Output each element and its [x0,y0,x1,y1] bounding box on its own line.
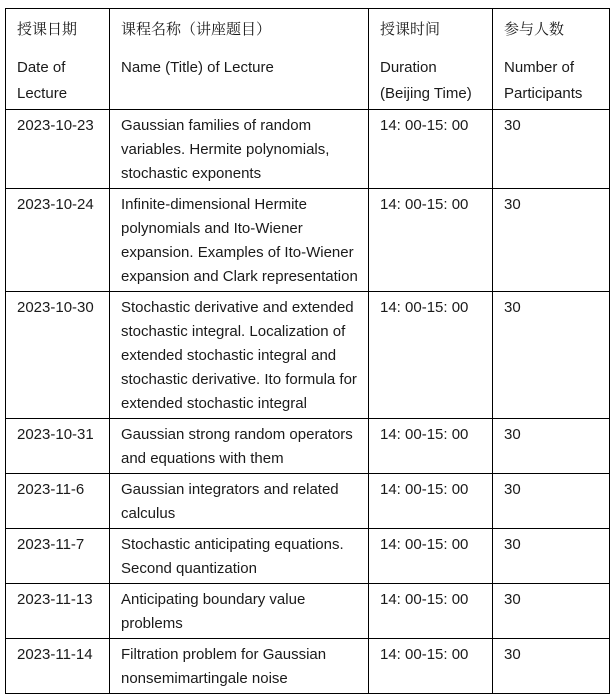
lecture-title: Gaussian integrators and related calculus [110,474,369,529]
lecture-participants: 30 [493,584,610,639]
table-row [6,292,610,419]
lecture-participants: 30 [493,474,610,529]
lecture-title: Stochastic derivative and extended stochastic integral. Localization of extended stochastic integral and stochastic derivative. Ito formula for extended stochastic integral [110,292,369,419]
lecture-time: 14: 00-15: 00 [369,529,493,584]
table-row [6,189,610,292]
lecture-date: 2023-10-31 [6,419,110,474]
header-participants [493,9,610,110]
lecture-time: 14: 00-15: 00 [369,474,493,529]
lecture-time: 14: 00-15: 00 [369,292,493,419]
lecture-title: Stochastic anticipating equations. Second quantization [110,529,369,584]
header-participants-en: Number of Participants [504,59,583,102]
lecture-date: 2023-11-14 [6,639,110,694]
lecture-date: 2023-11-6 [6,474,110,529]
header-name [110,9,369,110]
lecture-participants: 30 [493,189,610,292]
lecture-schedule-table [5,8,610,694]
lecture-title: Filtration problem for Gaussian nonsemimartingale noise [110,639,369,694]
header-date [6,9,110,110]
lecture-title: Infinite-dimensional Hermite polynomials and Ito-Wiener expansion. Examples of Ito-Wiener expansion and Clark representation [110,189,369,292]
lecture-title: Gaussian strong random operators and equations with them [110,419,369,474]
header-participants-zh: 参与人数 [504,21,565,38]
lecture-date: 2023-10-24 [6,189,110,292]
table-header-row [6,9,610,110]
lecture-participants: 30 [493,292,610,419]
table-row [6,639,610,694]
header-name-zh: 课程名称（讲座题目） [121,21,272,38]
lecture-title: Anticipating boundary value problems [110,584,369,639]
table-row [6,584,610,639]
header-date-en: Date of Lecture [17,59,68,102]
lecture-title: Gaussian families of random variables. Hermite polynomials, stochastic exponents [110,110,369,189]
lecture-participants: 30 [493,529,610,584]
lecture-time: 14: 00-15: 00 [369,110,493,189]
table-row [6,529,610,584]
lecture-participants: 30 [493,110,610,189]
header-name-en: Name (Title) of Lecture [121,59,274,76]
lecture-date: 2023-11-13 [6,584,110,639]
lecture-time: 14: 00-15: 00 [369,639,493,694]
header-time-en: Duration (Beijing Time) [380,59,472,102]
header-time [369,9,493,110]
lecture-date: 2023-11-7 [6,529,110,584]
lecture-participants: 30 [493,419,610,474]
lecture-date: 2023-10-23 [6,110,110,189]
lecture-date: 2023-10-30 [6,292,110,419]
lecture-time: 14: 00-15: 00 [369,189,493,292]
table-row [6,419,610,474]
lecture-participants: 30 [493,639,610,694]
lecture-time: 14: 00-15: 00 [369,419,493,474]
lecture-time: 14: 00-15: 00 [369,584,493,639]
header-time-zh: 授课时间 [380,21,441,38]
header-date-zh: 授课日期 [17,21,78,38]
table-row [6,110,610,189]
table-row [6,474,610,529]
